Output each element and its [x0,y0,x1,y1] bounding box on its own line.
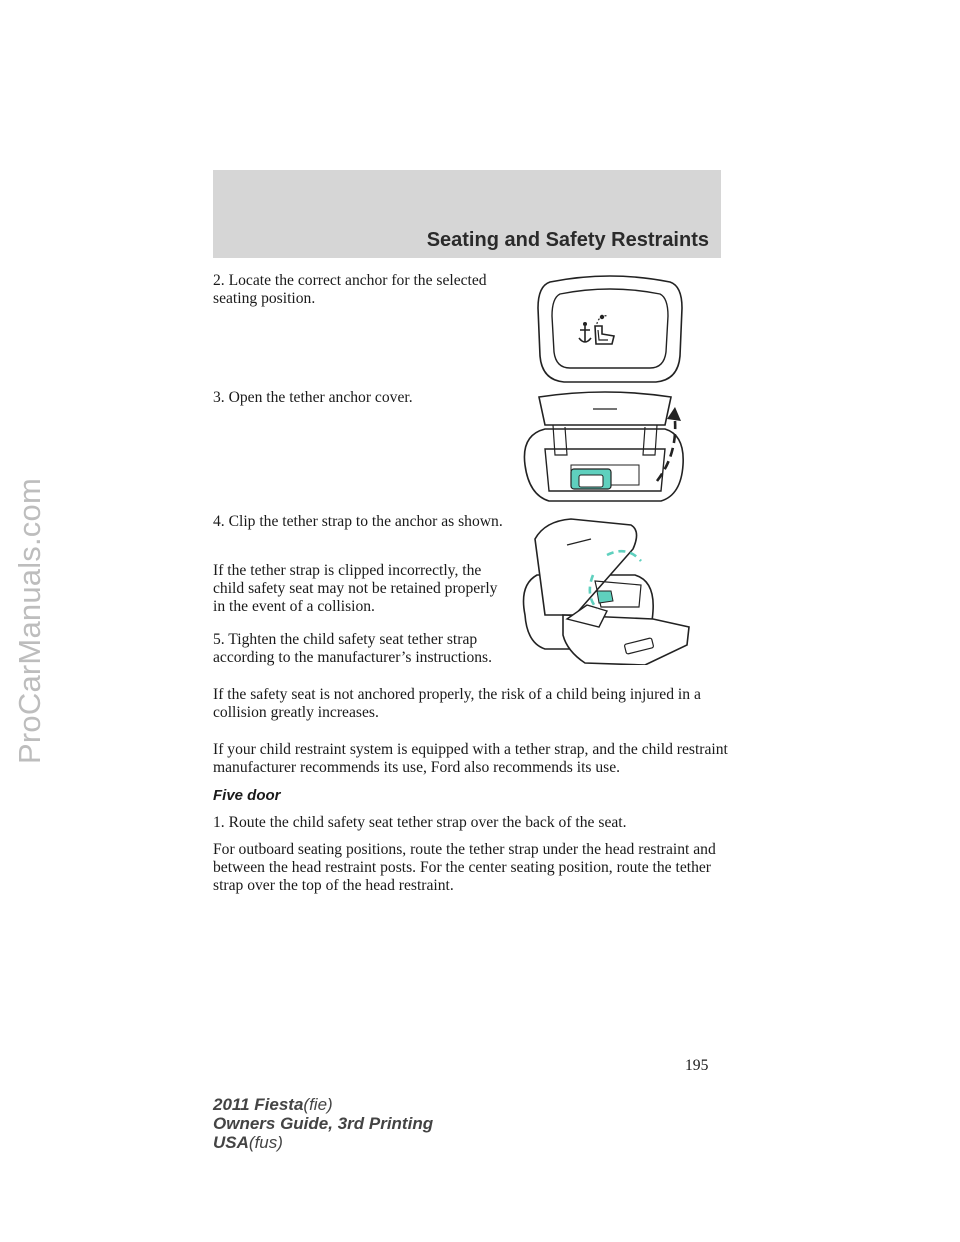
step-3-text: 3. Open the tether anchor cover. [213,389,413,406]
step-5-text: 5. Tighten the child safety seat tether strap according to the manufacturer’s instructions. [213,631,493,666]
footer-guide-edition: Owners Guide, 3rd Printing [213,1114,434,1133]
step-4-text: 4. Clip the tether strap to the anchor as shown. [213,513,503,530]
clip-tether-illustration [515,515,695,665]
footer-line-1 [213,1095,433,1114]
paragraph-tether-recommendation: If your child restraint system is equipped with a tether strap, and the child restraint manufacturer recommends its use, Ford also recommends its use. [213,741,728,776]
footer-market-code: (fus) [248,1133,283,1152]
footer-model: 2011 Fiesta [213,1095,304,1114]
section-header-band [213,170,721,258]
step-4-note: If the tether strap is clipped incorrectly, the child safety seat may not be retained properly in the event of a collision. [213,562,498,615]
five-door-paragraph: For outboard seating positions, route the tether strap under the head restraint and between the head restraint posts. For the center seating position, route the tether strap over the top of the head restraint. [213,841,716,894]
watermark-text: ProCarManuals.com [12,478,47,764]
section-title: Seating and Safety Restraints [426,229,709,251]
five-door-heading: Five door [213,787,281,804]
footer-model-code: (fie) [303,1095,333,1114]
footer [213,1095,433,1152]
footer-line-2 [213,1114,433,1133]
paragraph-anchoring-risk: If the safety seat is not anchored properly, the risk of a child being injured in a collision greatly increases. [213,686,701,721]
footer-line-3 [213,1133,433,1152]
open-cover-illustration [515,385,695,510]
step-2-text: 2. Locate the correct anchor for the selected seating position. [213,272,487,307]
watermark [0,0,60,1242]
anchor-cover-illustration [530,268,690,388]
five-door-step-1: 1. Route the child safety seat tether strap over the back of the seat. [213,814,627,831]
page-number: 195 [685,1057,709,1074]
footer-market: USA [213,1133,249,1152]
